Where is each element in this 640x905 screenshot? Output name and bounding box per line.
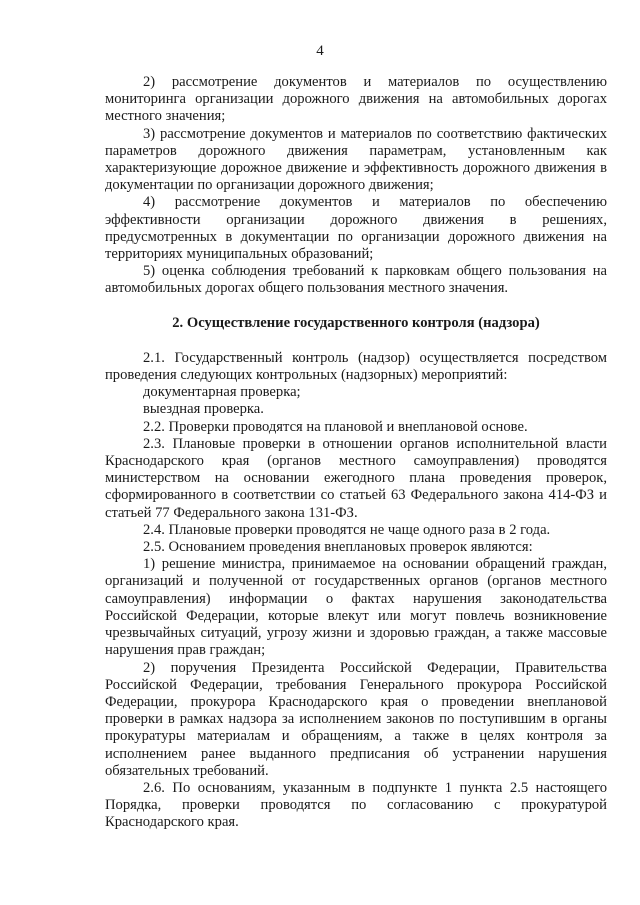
paragraph-2-1: 2.1. Государственный контроль (надзор) осуществляется посредством проведения следующих контрольных (надзорных) мероприятий:	[105, 349, 607, 384]
paragraph-2-3: 2.3. Плановые проверки в отношении органов исполнительной власти Краснодарского края (органов местного самоуправления) проводятся министерством на основании ежегодного плана проведения проверок, сформированного в соответствии со статьей 63 Федерального закона 414-ФЗ и статьей 77 Федерального закона 131-ФЗ.	[105, 435, 607, 521]
paragraph-item-3: 3) рассмотрение документов и материалов по соответствию фактических параметров дорожного движения параметрам, установленным как характеризующие дорожное движение и эффективность дорожного движения в документации по организации дорожного движения;	[105, 125, 607, 194]
paragraph-2-6: 2.6. По основаниям, указанным в подпункте 1 пункта 2.5 настоящего Порядка, проверки проводятся по согласованию с прокуратурой Краснодарского края.	[105, 779, 607, 831]
paragraph-2-5-item-2: 2) поручения Президента Российской Федерации, Правительства Российской Федерации, требования Генерального прокурора Российской Федерации, прокурора Краснодарского края о проведении внеплановой проверки в рамках надзора за исполнением законов по поступившим в органы прокуратуры материалам и обращениям, а также в целях контроля за исполнением ранее выданного предписания об устранении нарушения обязательных требований.	[105, 659, 607, 779]
page-number: 4	[316, 43, 324, 59]
section-heading: 2. Осуществление государственного контроля (надзора)	[172, 314, 540, 331]
paragraph-item-2: 2) рассмотрение документов и материалов по осуществлению мониторинга организации дорожного движения на автомобильных дорогах местного значения;	[105, 74, 607, 125]
paragraph-2-5-item-1: 1) решение министра, принимаемое на основании обращений граждан, организаций и полученной от государственных органов (органов местного самоуправления) информации о фактах нарушения законодательства Российской Федерации, которые влекут или могут повлечь возникновение чрезвычайных ситуаций, угрозу жизни и здоровью граждан, а также массовые нарушения прав граждан;	[105, 556, 607, 659]
paragraph-2-5: 2.5. Основанием проведения внеплановых проверок являются:	[143, 539, 533, 556]
paragraph-item-5: 5) оценка соблюдения требований к парковкам общего пользования на автомобильных дорогах общего пользования местного значения.	[105, 263, 607, 297]
paragraph-2-2: 2.2. Проверки проводятся на плановой и внеплановой основе.	[143, 418, 528, 435]
paragraph-field-check: выездная проверка.	[143, 401, 264, 418]
paragraph-documentary-check: документарная проверка;	[143, 384, 301, 401]
paragraph-item-4: 4) рассмотрение документов и материалов по обеспечению эффективности организации дорожного движения в решениях, предусмотренных в документации по организации дорожного движения на территориях муниципальных образований;	[105, 194, 607, 263]
paragraph-2-4: 2.4. Плановые проверки проводятся не чаще одного раза в 2 года.	[143, 521, 551, 538]
document-body	[105, 74, 607, 832]
